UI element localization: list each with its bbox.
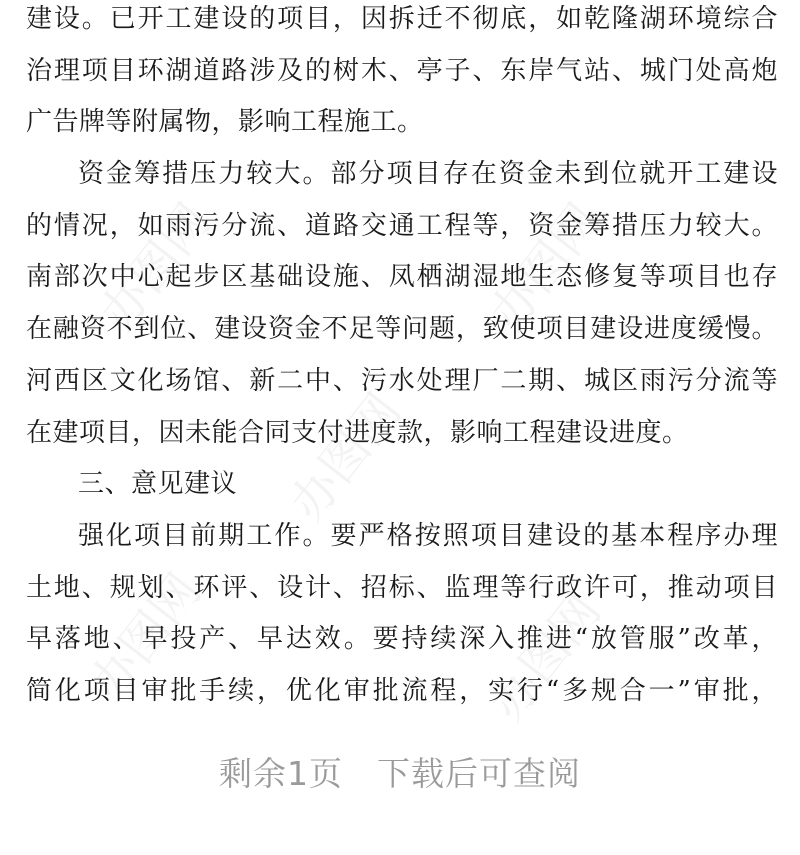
watermark: 办图网 xyxy=(479,193,612,342)
paragraph-line: 简化项目审批手续，优化审批流程，实行“多规合一”审批， xyxy=(26,675,778,706)
paragraph-line: 的情况，如雨污分流、道路交通工程等，资金筹措压力较大。 xyxy=(26,210,778,241)
section-heading: 三、意见建议 xyxy=(78,469,238,500)
watermark: 办图网 xyxy=(79,563,212,712)
download-hint: 下载后可查阅 xyxy=(377,754,581,793)
paragraph-line: 建设。已开工建设的项目，因拆迁不彻底，如乾隆湖环境综合 xyxy=(26,4,778,34)
paragraph-line: 资金筹措压力较大。部分项目存在资金未到位就开工建设 xyxy=(78,159,778,190)
document-body xyxy=(26,0,778,718)
paragraph-line: 河西区文化场馆、新二中、污水处理厂二期、城区雨污分流等 xyxy=(26,365,778,396)
paragraph-line: 土地、规划、环评、设计、招标、监理等行政许可，推动项目 xyxy=(26,572,778,603)
paragraph-line: 南部次中心起步区基础设施、凤栖湖湿地生态修复等项目也存 xyxy=(26,262,778,293)
paragraph-line: 强化项目前期工作。要严格按照项目建设的基本程序办理 xyxy=(78,520,778,551)
paragraph-line: 在建项目，因未能合同支付进度款，影响工程建设进度。 xyxy=(26,417,689,448)
watermark: 办图网 xyxy=(89,193,222,342)
paragraph-line: 广告牌等附属物，影响工程施工。 xyxy=(26,107,424,138)
paragraph-line: 在融资不到位、建设资金不足等问题，致使项目建设进度缓慢。 xyxy=(26,314,778,345)
remaining-pages-banner[interactable] xyxy=(0,748,800,795)
watermark: 办图网 xyxy=(479,583,612,732)
paragraph-line: 早落地、早投产、早达效。要持续深入推进“放管服”改革， xyxy=(26,624,778,655)
paragraph-line: 治理项目环湖道路涉及的树木、亭子、东岸气站、城门处高炮 xyxy=(26,55,778,86)
remaining-pages-count: 剩余1页 xyxy=(219,754,343,793)
watermark: 办图网 xyxy=(279,383,412,532)
